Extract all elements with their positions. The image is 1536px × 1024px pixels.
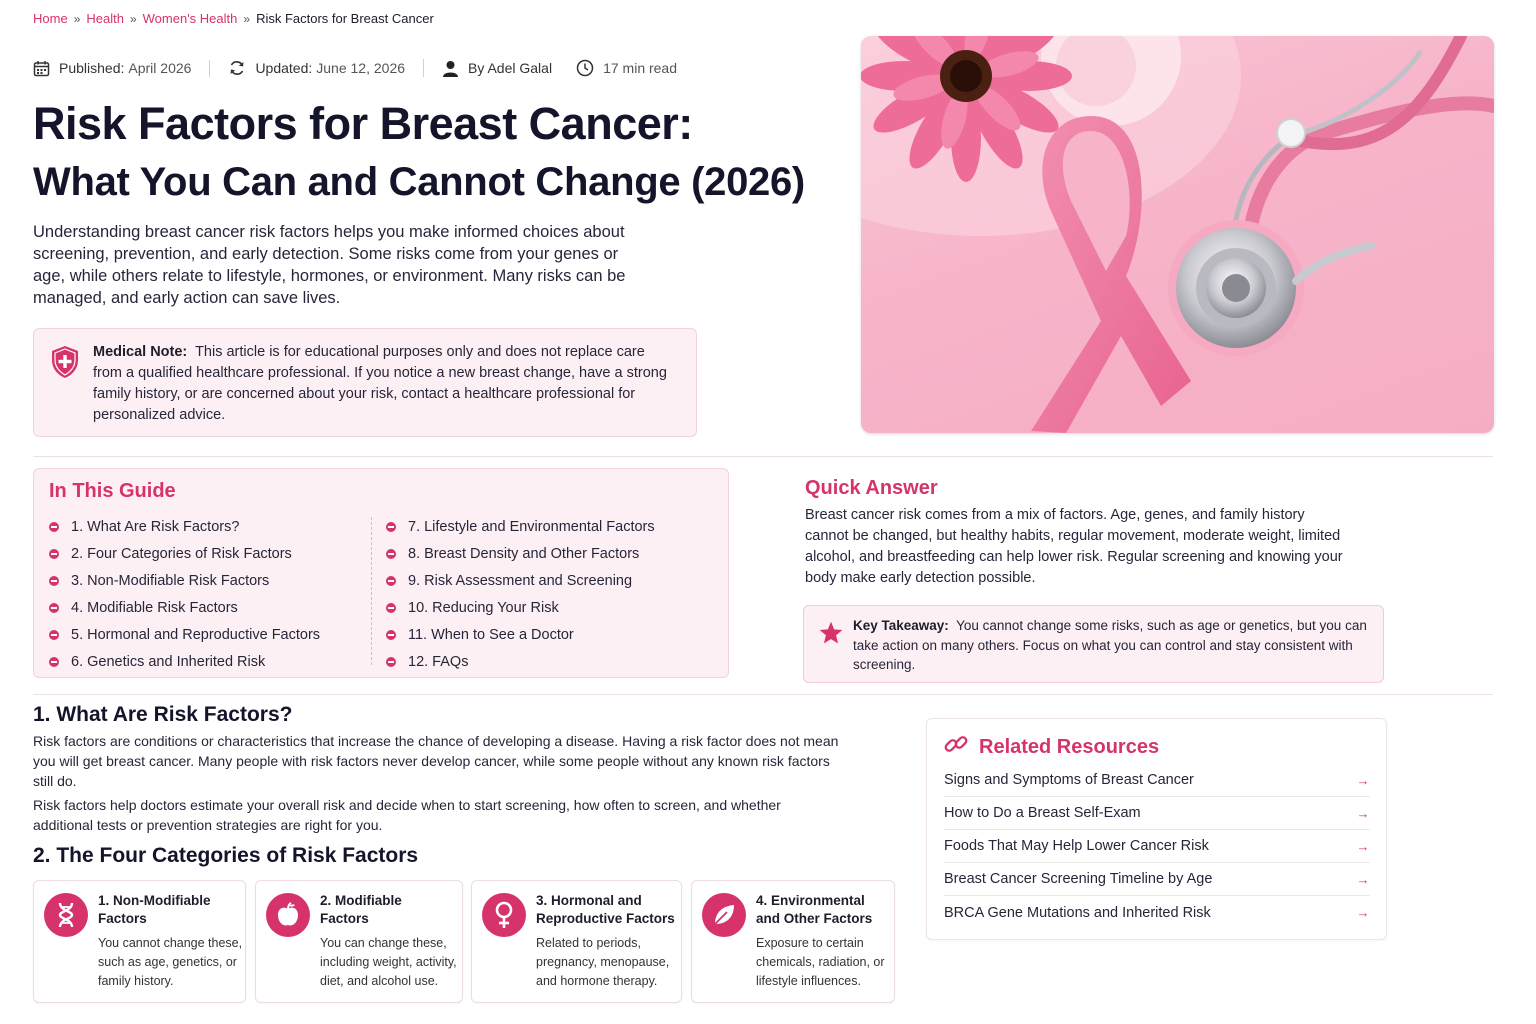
minus-circle-icon — [386, 522, 396, 532]
updated-date — [228, 59, 424, 77]
arrow-right-icon: → — [1356, 905, 1370, 920]
card-description: Exposure to certain chemicals, radiation, or lifestyle influences. — [756, 936, 885, 988]
related-link-label: Signs and Symptoms of Breast Cancer — [944, 772, 1194, 788]
calendar-icon — [33, 60, 50, 77]
breadcrumb — [33, 11, 434, 26]
quick-answer-text: Breast cancer risk comes from a mix of factors. Age, genes, and family history cannot be changed, but healthy habits, regular movement, moderate weight, limited alcohol, and breastfeeding can help lower risk. Regular screening and knowing your body make early detection possible. — [805, 507, 1343, 586]
section-divider — [33, 694, 1493, 695]
toc-item-label: 7. Lifestyle and Environmental Factors — [408, 518, 655, 535]
related-resources-header — [943, 731, 1159, 763]
page-subtitle: What You Can and Cannot Change (2026) — [33, 160, 805, 204]
arrow-right-icon: → — [1356, 871, 1370, 887]
minus-circle-icon — [386, 657, 396, 667]
toc-item-label: 9. Risk Assessment and Screening — [408, 572, 633, 589]
minus-circle-icon — [49, 576, 59, 586]
dna-icon — [44, 893, 88, 937]
minus-circle-icon — [386, 576, 396, 586]
breadcrumb-womens-health-link[interactable]: Women's Health — [142, 11, 238, 26]
leaf-icon — [702, 893, 746, 937]
refresh-icon — [228, 59, 246, 77]
key-takeaway — [803, 605, 1384, 683]
toc-item-label: 3. Non-Modifiable Risk Factors — [71, 572, 270, 589]
related-link[interactable] — [944, 863, 1370, 896]
minus-circle-icon — [49, 522, 59, 532]
category-card-non-modifiable[interactable] — [33, 880, 246, 1003]
card-description: Related to periods, pregnancy, menopause, and hormone therapy. — [536, 936, 670, 988]
related-resources-list — [944, 764, 1370, 929]
card-title: 1. Non-Modifiable Factors — [98, 893, 211, 926]
related-link-label: Breast Cancer Screening Timeline by Age — [944, 871, 1213, 887]
card-description: You can change these, including weight, activity, diet, and alcohol use. — [320, 936, 457, 988]
minus-circle-icon — [49, 630, 59, 640]
article-meta — [33, 57, 713, 79]
toc-item[interactable] — [49, 594, 320, 621]
published-date — [33, 60, 210, 77]
arrow-right-icon: → — [1356, 805, 1370, 821]
hero-image — [861, 36, 1494, 433]
toc-item[interactable] — [386, 513, 655, 540]
toc-divider — [371, 517, 372, 665]
toc-item[interactable] — [386, 567, 655, 594]
minus-circle-icon — [49, 603, 59, 613]
breadcrumb-separator: » — [243, 11, 251, 26]
toc-item-label: 5. Hormonal and Reproductive Factors — [71, 626, 321, 643]
minus-circle-icon — [386, 549, 396, 559]
toc-column-right — [386, 513, 655, 675]
toc-item[interactable] — [49, 540, 320, 567]
card-title: 4. Environmental and Other Factors — [756, 893, 873, 926]
breadcrumb-health-link[interactable]: Health — [86, 11, 124, 26]
minus-circle-icon — [386, 630, 396, 640]
toc-item[interactable] — [49, 621, 320, 648]
medical-note-text — [93, 342, 673, 426]
section-divider — [33, 456, 1493, 457]
table-of-contents — [33, 468, 729, 678]
related-resources-title: Related Resources — [979, 735, 1160, 758]
minus-circle-icon — [386, 603, 396, 613]
breadcrumb-current: Risk Factors for Breast Cancer — [256, 11, 434, 26]
toc-item[interactable] — [49, 513, 320, 540]
related-link-label: How to Do a Breast Self-Exam — [944, 805, 1141, 821]
apple-icon — [266, 893, 310, 937]
medical-note — [33, 328, 697, 437]
card-title: 3. Hormonal and Reproductive Factors — [536, 893, 675, 926]
related-link[interactable] — [944, 830, 1370, 863]
related-resources — [926, 718, 1387, 940]
published-value: April 2026 — [128, 60, 192, 76]
key-takeaway-text — [853, 616, 1373, 675]
user-icon — [442, 60, 459, 77]
read-time-value: 17 min read — [603, 60, 678, 76]
related-link[interactable] — [944, 797, 1370, 830]
link-icon — [943, 731, 969, 763]
toc-item-label: 4. Modifiable Risk Factors — [71, 599, 238, 616]
toc-item[interactable] — [49, 648, 320, 675]
related-link-label: BRCA Gene Mutations and Inherited Risk — [944, 904, 1211, 921]
minus-circle-icon — [49, 657, 59, 667]
key-takeaway-body: You cannot change some risks, such as age or genetics, but you can take action on many others. Focus on what you can control and stay consistent with screening. — [853, 618, 1367, 672]
section-1-paragraph-2: Risk factors help doctors estimate your overall risk and decide when to start screening, how often to screen, and whether additional tests or prevention strategies are right for you. — [33, 797, 781, 833]
page-title: Risk Factors for Breast Cancer: — [33, 98, 693, 149]
medical-note-body: This article is for educational purposes only and does not replace care from a qualified healthcare professional. If you notice a new breast change, have a strong family history, or are concerned about your risk, contact a healthcare professional for personalized advice. — [93, 344, 667, 423]
toc-title: In This Guide — [49, 480, 176, 502]
female-symbol-icon — [482, 893, 526, 937]
author-name[interactable]: By Adel Galal — [468, 60, 553, 76]
ribbon-stethoscope-illustration — [861, 36, 1494, 433]
minus-circle-icon — [49, 549, 59, 559]
category-card-environmental[interactable] — [691, 880, 895, 1003]
section-2-heading: 2. The Four Categories of Risk Factors — [33, 844, 419, 867]
toc-column-left — [49, 513, 320, 675]
related-link-label: Foods That May Help Lower Cancer Risk — [944, 838, 1209, 854]
arrow-right-icon: → — [1356, 772, 1370, 788]
toc-item-label: 6. Genetics and Inherited Risk — [71, 653, 266, 670]
clock-icon — [576, 59, 594, 77]
card-title: 2. Modifiable Factors — [320, 893, 402, 926]
updated-label: Updated: — [255, 60, 313, 76]
category-card-modifiable[interactable] — [255, 880, 463, 1003]
published-label: Published: — [59, 60, 125, 76]
category-card-hormonal[interactable] — [471, 880, 682, 1003]
section-1-paragraph-1: Risk factors are conditions or characteristics that increase the chance of developing a disease. Having a risk factor does not mean you will get breast cancer. Many people with risk factors never develop cancer, while some people without any known risk factors still do. — [33, 733, 839, 789]
toc-item-label: 8. Breast Density and Other Factors — [408, 545, 640, 562]
toc-item-label: 11. When to See a Doctor — [408, 626, 574, 643]
read-time — [576, 59, 695, 77]
updated-value: June 12, 2026 — [316, 60, 406, 76]
toc-item[interactable] — [386, 648, 655, 675]
breadcrumb-home-link[interactable]: Home — [33, 11, 68, 26]
toc-item-label: 1. What Are Risk Factors? — [71, 518, 240, 535]
author — [442, 60, 570, 77]
related-link[interactable] — [944, 764, 1370, 797]
toc-item-label: 12. FAQs — [408, 653, 469, 670]
arrow-right-icon: → — [1356, 838, 1370, 854]
breadcrumb-separator: » — [73, 11, 81, 26]
breadcrumb-separator: » — [129, 11, 137, 26]
toc-item[interactable] — [49, 567, 320, 594]
quick-answer-title: Quick Answer — [805, 477, 938, 499]
toc-item-label: 2. Four Categories of Risk Factors — [71, 545, 292, 562]
toc-item[interactable] — [386, 621, 655, 648]
card-description: You cannot change these, such as age, genetics, or family history. — [98, 936, 243, 988]
star-icon — [818, 620, 844, 651]
shield-plus-icon — [50, 345, 80, 384]
key-takeaway-label: Key Takeaway: — [853, 618, 949, 633]
section-1-heading: 1. What Are Risk Factors? — [33, 703, 293, 726]
related-link[interactable] — [944, 896, 1370, 929]
intro-paragraph: Understanding breast cancer risk factors helps you make informed choices about screening, prevention, and early detection. Some risks come from your genes or age, while others relate to lifestyle, hormones, or environment. Many risks can be managed, and early action can save lives. — [33, 223, 626, 307]
toc-item-label: 10. Reducing Your Risk — [408, 599, 559, 616]
toc-item[interactable] — [386, 540, 655, 567]
medical-note-label: Medical Note: — [93, 344, 188, 360]
toc-item[interactable] — [386, 594, 655, 621]
